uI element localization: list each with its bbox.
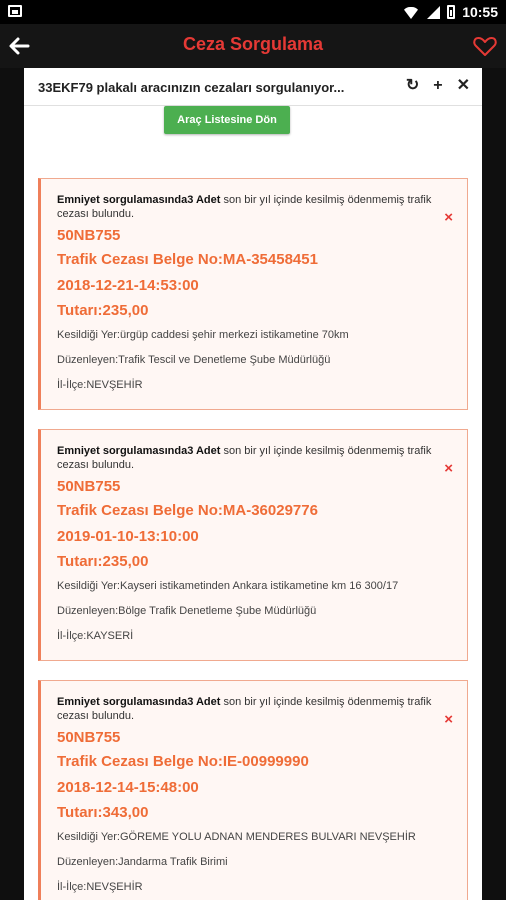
fine-date: 2018-12-21-14:53:00 [57,277,199,294]
plate-number: 50NB755 [57,478,121,495]
app-bar [0,24,506,68]
fine-amount: Tutarı:343,00 [57,804,149,821]
plate-number: 50NB755 [57,227,121,244]
fine-issuer: Düzenleyen:Jandarma Trafik Birimi [57,856,228,868]
fine-description [57,444,447,472]
fine-count: Emniyet sorgulamasında3 Adet [57,696,221,708]
document-number: Trafik Cezası Belge No:IE-00999990 [57,753,309,770]
plus-icon[interactable]: + [433,77,443,94]
fine-description-text: son bir yıl içinde kesilmiş ödenmemiş trafik cezası bulundu. [57,696,432,722]
fine-location: Kesildiği Yer:Kayseri istikametinden Ankara istikametine km 16 300/17 [57,580,399,592]
fine-count: Emniyet sorgulamasında3 Adet [57,445,221,457]
fine-location: Kesildiği Yer:ürgüp caddesi şehir merkezi istikametine 70km [57,329,349,341]
fine-province: İl-İlçe:KAYSERİ [57,630,134,642]
close-icon[interactable]: × [444,711,453,728]
fine-date: 2018-12-14-15:48:00 [57,779,199,796]
close-icon[interactable]: × [444,460,453,477]
document-number: Trafik Cezası Belge No:MA-36029776 [57,502,318,519]
fine-amount: Tutarı:235,00 [57,302,149,319]
wifi-icon [402,7,420,19]
fine-issuer: Düzenleyen:Bölge Trafik Denetleme Şube Müdürlüğü [57,605,317,617]
plate-number: 50NB755 [57,729,121,746]
gallery-icon [8,5,22,17]
page-title: Ceza Sorgulama [182,34,324,54]
fine-description [57,193,447,221]
fine-card [38,429,468,661]
vehicle-list-back-button[interactable]: Araç Listesine Dön [164,106,290,134]
fine-province: İl-İlçe:NEVŞEHİR [57,379,143,391]
fine-card [38,680,468,900]
fine-count: Emniyet sorgulamasında3 Adet [57,194,221,206]
heart-icon[interactable] [472,33,498,59]
panel-header [24,68,482,106]
clock: 10:55 [462,4,498,20]
document-number: Trafik Cezası Belge No:MA-35458451 [57,251,318,268]
close-icon[interactable]: ✕ [456,77,470,94]
close-icon[interactable]: × [444,209,453,226]
fine-card [38,178,468,410]
battery-icon [447,5,455,19]
refresh-icon[interactable]: ↻ [405,77,420,94]
panel-title: 33EKF79 plakalı aracınızın cezaları sorgulanıyor... [38,80,345,95]
fine-description-text: son bir yıl içinde kesilmiş ödenmemiş trafik cezası bulundu. [57,194,432,220]
fine-date: 2019-01-10-13:10:00 [57,528,199,545]
fine-issuer: Düzenleyen:Trafik Tescil ve Denetleme Şube Müdürlüğü [57,354,331,366]
fine-location: Kesildiği Yer:GÖREME YOLU ADNAN MENDERES BULVARI NEVŞEHİR [57,831,416,843]
fine-amount: Tutarı:235,00 [57,553,149,570]
fine-description [57,695,447,723]
status-bar [0,0,506,24]
fine-description-text: son bir yıl içinde kesilmiş ödenmemiş trafik cezası bulundu. [57,445,432,471]
signal-icon [427,6,440,19]
fine-province: İl-İlçe:NEVŞEHİR [57,881,143,893]
